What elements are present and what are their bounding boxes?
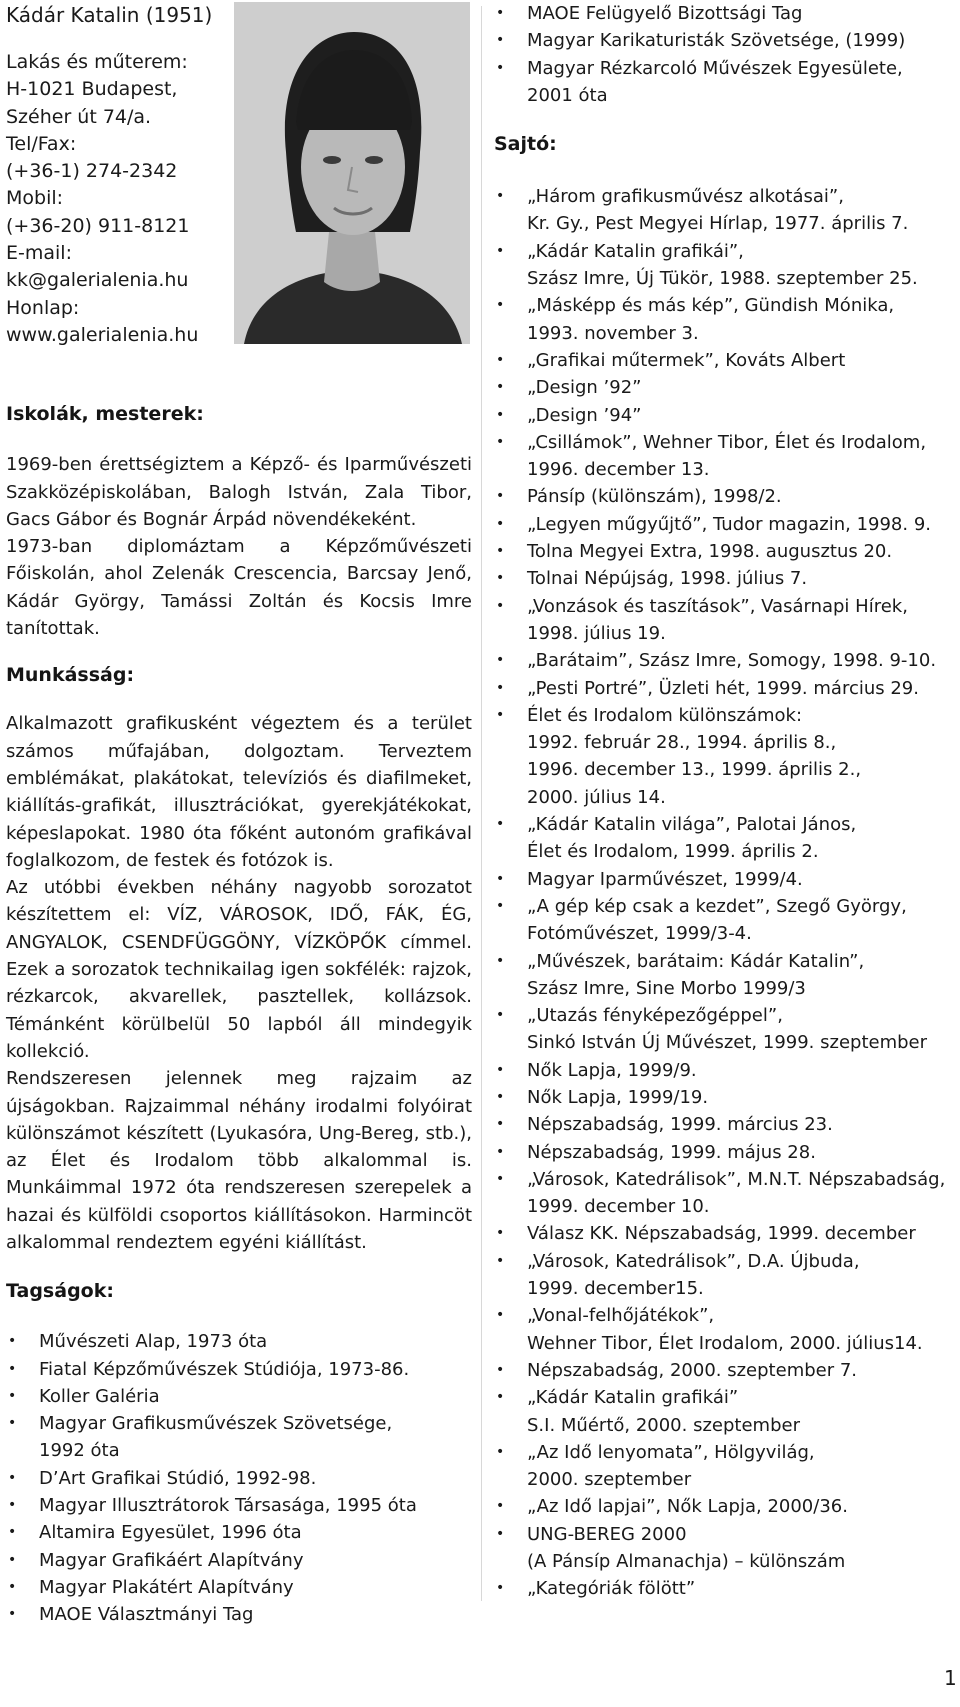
bullet-icon: •: [496, 1389, 505, 1406]
list-item: [494, 948, 960, 1003]
list-item: [6, 1547, 472, 1574]
bullet-icon: •: [496, 488, 505, 505]
bullet-icon: •: [496, 1443, 505, 1460]
bullet-icon: •: [496, 897, 505, 914]
bullet-icon: •: [496, 543, 505, 560]
bullet-icon: •: [496, 5, 505, 21]
work-paragraph: Rendszeresen jelennek meg rajzaim az újságokban. Rajzaimmal néhány irodalmi folyóirat különszámot készített (Lyukasóra, Ung-Bereg, stb.), az Élet és Irodalom több alkalommal is. Munkáimmal 1972 óta rendszeresen szerepelek a hazai és külföldi csoportos kiállításokon. Harmincöt alkalommal rendeztem egyéni kiállítást.: [6, 1068, 472, 1253]
list-item-text: 1996. december 13.: [527, 459, 710, 481]
list-item-text: Magyar Grafikusművészek Szövetsége,: [39, 1413, 393, 1435]
list-item-text: „Design ’94”: [527, 404, 642, 426]
list-item: [494, 866, 960, 893]
press-list: [494, 183, 960, 1602]
birth-year: (1951): [145, 3, 213, 27]
right-column: [494, 0, 960, 1603]
bullet-icon: •: [496, 32, 505, 49]
list-item-text: 2000. szeptember: [527, 1469, 692, 1491]
list-item-text: Népszabadság, 1999. május 28.: [527, 1141, 816, 1163]
list-item: [494, 1439, 960, 1494]
list-item-text: Magyar Illusztrátorok Társasága, 1995 óta: [39, 1495, 417, 1517]
list-item: [494, 565, 960, 592]
memberships-heading: Tagságok:: [6, 1280, 114, 1303]
bullet-icon: •: [8, 1497, 17, 1514]
list-item: [6, 1601, 472, 1628]
bullet-icon: •: [496, 433, 505, 450]
list-item: [6, 1492, 472, 1519]
list-item-text: Magyar Karikaturisták Szövetsége, (1999): [527, 30, 906, 52]
list-item-text: „Design ’92”: [527, 377, 642, 399]
artist-name: Kádár Katalin: [6, 3, 140, 27]
list-item: [6, 1465, 472, 1492]
bullet-icon: •: [496, 515, 505, 532]
list-item-text: D’Art Grafikai Stúdió, 1992-98.: [39, 1467, 317, 1489]
list-item: [6, 1574, 472, 1601]
list-item-text: „Kádár Katalin grafikái”,: [527, 240, 744, 262]
list-item: [494, 238, 960, 293]
list-item-text: 1999. december 10.: [527, 1196, 710, 1218]
list-item: [494, 1384, 960, 1439]
list-item-text: S.I. Műértő, 2000. szeptember: [527, 1414, 800, 1436]
list-item: [494, 292, 960, 347]
bullet-icon: •: [496, 379, 505, 396]
page-number: 1: [944, 1666, 957, 1690]
list-item: [494, 183, 960, 238]
bullet-icon: •: [8, 1551, 17, 1568]
bullet-icon: •: [496, 1225, 505, 1242]
list-item-text: 2000. július 14.: [527, 786, 666, 808]
list-item-text: „Az Idő lapjai”, Nők Lapja, 2000/36.: [527, 1496, 848, 1518]
bullet-icon: •: [496, 597, 505, 614]
list-item-text: „Az Idő lenyomata”, Hölgyvilág,: [527, 1441, 815, 1463]
portrait-illustration: [234, 2, 470, 344]
contact-line[interactable]: kk@galerialenia.hu: [6, 269, 189, 292]
list-item-text: Altamira Egyesület, 1996 óta: [39, 1522, 302, 1544]
schools-paragraph: 1969-ben érettségiztem a Képző- és Iparművészeti Szakközépiskolában, Balogh István, Zala Tibor, Gacs Gábor és Bognár Árpád növendékeként.: [6, 454, 472, 530]
list-item: [494, 702, 960, 811]
bullet-icon: •: [496, 706, 505, 723]
bullet-icon: •: [496, 1088, 505, 1105]
contact-line: (+36-20) 911-8121: [6, 214, 190, 237]
list-item-text: „Kádár Katalin világa”, Palotai János,: [527, 814, 857, 836]
list-item-text: „Városok, Katedrálisok”, M.N.T. Népszabadság,: [527, 1168, 946, 1190]
list-item-text: Koller Galéria: [39, 1385, 160, 1407]
contact-line: (+36-1) 274-2342: [6, 160, 178, 183]
list-item: [494, 1057, 960, 1084]
contact-line: Mobil:: [6, 187, 64, 210]
bullet-icon: •: [496, 406, 505, 423]
list-item: [494, 374, 960, 401]
bullet-icon: •: [8, 1469, 17, 1486]
list-item-text: 1993. november 3.: [527, 322, 699, 344]
bullet-icon: •: [496, 242, 505, 259]
list-item-text: 2001 óta: [527, 84, 608, 106]
list-item-text: Válasz KK. Népszabadság, 1999. december: [527, 1223, 916, 1245]
bullet-icon: •: [496, 1525, 505, 1542]
contact-line: Honlap:: [6, 296, 80, 319]
bullet-icon: •: [496, 1307, 505, 1324]
bullet-icon: •: [496, 188, 505, 205]
portrait-photo: [234, 2, 470, 344]
list-item-text: Tolna Megyei Extra, 1998. augusztus 20.: [527, 541, 893, 563]
list-item: [494, 1521, 960, 1576]
list-item-text: „Másképp és más kép”, Gündish Mónika,: [527, 295, 895, 317]
memberships-list-continued: [494, 0, 960, 109]
list-item: [494, 538, 960, 565]
list-item-text: Élet és Irodalom, 1999. április 2.: [527, 841, 819, 863]
bullet-icon: •: [496, 1116, 505, 1133]
memberships-list: [6, 1328, 472, 1628]
list-item: [494, 1139, 960, 1166]
bullet-icon: •: [496, 652, 505, 669]
list-item-text: „Vonal-felhőjátékok”,: [527, 1305, 715, 1327]
schools-heading: Iskolák, mesterek:: [6, 403, 204, 426]
list-item-text: „Vonzások és taszítások”, Vasárnapi Hírek,: [527, 595, 908, 617]
list-item-text: Népszabadság, 2000. szeptember 7.: [527, 1359, 858, 1381]
work-heading: Munkásság:: [6, 664, 135, 687]
list-item-text: Szász Imre, Új Tükör, 1988. szeptember 25.: [527, 268, 918, 290]
bullet-icon: •: [8, 1524, 17, 1541]
bullet-icon: •: [496, 59, 505, 76]
list-item-text: „Grafikai műtermek”, Kováts Albert: [527, 349, 846, 371]
list-item: [494, 647, 960, 674]
list-item: [494, 593, 960, 648]
list-item-text: Fiatal Képzőművészek Stúdiója, 1973-86.: [39, 1358, 410, 1380]
list-item: [494, 1493, 960, 1520]
list-item: [494, 347, 960, 374]
list-item-text: „A gép kép csak a kezdet”, Szegő György,: [527, 895, 907, 917]
bullet-icon: •: [496, 1170, 505, 1187]
bullet-icon: •: [496, 1252, 505, 1269]
bullet-icon: •: [496, 1143, 505, 1160]
list-item: [494, 1302, 960, 1357]
list-item: [6, 1356, 472, 1383]
list-item-text: „Kádár Katalin grafikái”: [527, 1387, 739, 1409]
list-item-text: „Városok, Katedrálisok”, D.A. Újbuda,: [527, 1250, 860, 1272]
list-item-text: Tolnai Népújság, 1998. július 7.: [527, 568, 808, 590]
list-item-text: „Három grafikusművész alkotásai”,: [527, 186, 844, 208]
bullet-icon: •: [496, 351, 505, 368]
list-item-text: „Legyen műgyűjtő”, Tudor magazin, 1998. 9.: [527, 513, 931, 535]
list-item-text: „Művészek, barátaim: Kádár Katalin”,: [527, 950, 865, 972]
bullet-icon: •: [496, 570, 505, 587]
list-item: [494, 1111, 960, 1138]
list-item: [494, 1002, 960, 1057]
list-item-text: Magyar Grafikáért Alapítvány: [39, 1549, 304, 1571]
schools-paragraph: 1973-ban diplomáztam a Képzőművészeti Főiskolán, ahol Zelenák Crescencia, Barcsay Jenő, Kádár György, Tamássi Zoltán és Kocsis Imre tanítottak.: [6, 536, 472, 640]
bullet-icon: •: [8, 1360, 17, 1377]
list-item: [494, 27, 960, 54]
list-item-text: (A Pánsíp Almanachja) – különszám: [527, 1551, 846, 1573]
list-item: [494, 1166, 960, 1221]
list-item-text: „Utazás fényképezőgéppel”,: [527, 1005, 783, 1027]
list-item-text: UNG-BEREG 2000: [527, 1523, 687, 1545]
bullet-icon: •: [496, 1007, 505, 1024]
list-item-text: Nők Lapja, 1999/9.: [527, 1059, 697, 1081]
list-item-text: „Pesti Portré”, Üzleti hét, 1999. március 29.: [527, 677, 919, 699]
contact-block: [6, 49, 236, 349]
bullet-icon: •: [496, 870, 505, 887]
list-item: [494, 429, 960, 484]
list-item: [494, 1220, 960, 1247]
bullet-icon: •: [8, 1415, 17, 1432]
list-item-text: Pánsíp (különszám), 1998/2.: [527, 486, 782, 508]
list-item-text: 1999. december15.: [527, 1278, 704, 1300]
list-item: [494, 1575, 960, 1602]
list-item: [494, 675, 960, 702]
list-item-text: Magyar Plakátért Alapítvány: [39, 1576, 294, 1598]
list-item-text: 1998. július 19.: [527, 622, 666, 644]
press-heading: Sajtó:: [494, 133, 557, 156]
bullet-icon: •: [496, 1580, 505, 1597]
bullet-icon: •: [8, 1387, 17, 1404]
list-item-text: 1996. december 13., 1999. április 2.,: [527, 759, 862, 781]
list-item-text: „Kategóriák fölött”: [527, 1578, 696, 1600]
list-item: [494, 1084, 960, 1111]
contact-line: Lakás és műterem:: [6, 51, 188, 73]
work-paragraph: Az utóbbi években néhány nagyobb sorozatot készítettem el: VÍZ, VÁROSOK, IDŐ, FÁK, ÉG, ANGYALOK, CSENDFÜGGÖNY, VÍZKÖPŐK címmel. Ezek a sorozatok technikailag igen sokfélék: rajzok, rézkarcok, akvarellek, pasztellek, kollázsok. Témánként körülbelül 50 lapból áll mindegyik kollekció.: [6, 877, 472, 1062]
bullet-icon: •: [496, 952, 505, 969]
bullet-icon: •: [496, 1361, 505, 1378]
bullet-icon: •: [496, 1498, 505, 1515]
schools-section: [6, 451, 472, 642]
list-item: [6, 1383, 472, 1410]
list-item-text: „Barátaim”, Szász Imre, Somogy, 1998. 9-10.: [527, 650, 937, 672]
list-item: [494, 1248, 960, 1303]
list-item: [494, 0, 960, 27]
list-item: [6, 1410, 472, 1465]
list-item-text: Sinkó István Új Művészet, 1999. szeptember: [527, 1032, 928, 1054]
list-item: [494, 811, 960, 866]
list-item: [494, 402, 960, 429]
list-item: [494, 55, 960, 110]
work-paragraph: Alkalmazott grafikusként végeztem és a terület számos műfajában, dolgoztam. Terveztem emblémákat, plakátokat, televíziós és diafilmeket, kiállítás-grafikát, illusztrációkat, gyerekjátékokat, képeslapokat. 1980 óta főként autonóm grafikával foglalkozom, de festek és fotózok is.: [6, 713, 472, 871]
list-item-text: Szász Imre, Sine Morbo 1999/3: [527, 977, 806, 999]
list-item-text: 1992. február 28., 1994. április 8.,: [527, 732, 837, 754]
list-item-text: Kr. Gy., Pest Megyei Hírlap, 1977. április 7.: [527, 213, 909, 235]
list-item-text: Magyar Iparművészet, 1999/4.: [527, 868, 803, 890]
bullet-icon: •: [496, 297, 505, 314]
work-section: [6, 710, 472, 1256]
list-item-text: Nők Lapja, 1999/19.: [527, 1086, 709, 1108]
contact-line: Széher út 74/a.: [6, 105, 152, 128]
contact-line: E-mail:: [6, 242, 72, 265]
bullet-icon: •: [8, 1606, 17, 1623]
contact-line: Tel/Fax:: [6, 132, 77, 155]
list-item-text: 1992 óta: [39, 1440, 120, 1462]
bullet-icon: •: [496, 679, 505, 696]
list-item: [494, 1357, 960, 1384]
bullet-icon: •: [8, 1578, 17, 1595]
bullet-icon: •: [496, 1061, 505, 1078]
list-item-text: Népszabadság, 1999. március 23.: [527, 1114, 833, 1136]
list-item: [6, 1328, 472, 1355]
list-item-text: Művészeti Alap, 1973 óta: [39, 1331, 268, 1353]
list-item: [6, 1519, 472, 1546]
list-item-text: „Csillámok”, Wehner Tibor, Élet és Irodalom,: [527, 431, 927, 453]
list-item: [494, 893, 960, 948]
list-item-text: Fotóművészet, 1999/3-4.: [527, 923, 752, 945]
list-item: [494, 511, 960, 538]
list-item-text: Wehner Tibor, Élet Irodalom, 2000. július14.: [527, 1332, 923, 1354]
column-divider: [481, 6, 482, 1601]
contact-line[interactable]: www.galerialenia.hu: [6, 323, 199, 346]
list-item-text: Élet és Irodalom különszámok:: [527, 704, 803, 726]
list-item-text: Magyar Rézkarcoló Művészek Egyesülete,: [527, 57, 903, 79]
list-item-text: MAOE Választmányi Tag: [39, 1604, 254, 1626]
bullet-icon: •: [496, 816, 505, 833]
bullet-icon: •: [8, 1333, 17, 1350]
contact-line: H-1021 Budapest,: [6, 78, 178, 101]
list-item-text: MAOE Felügyelő Bizottsági Tag: [527, 3, 803, 24]
list-item: [494, 483, 960, 510]
